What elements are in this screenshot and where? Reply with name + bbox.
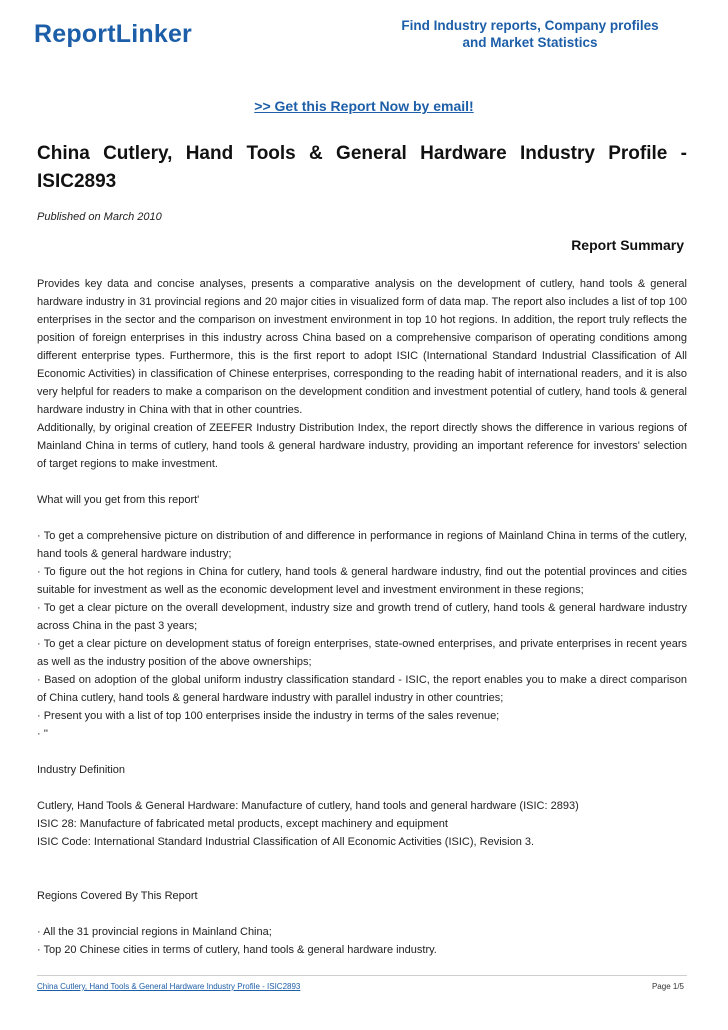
page-number: Page 1/5	[651, 982, 684, 991]
tagline-line-2: and Market Statistics	[462, 35, 598, 50]
report-body	[37, 275, 687, 959]
definition-line: ISIC 28: Manufacture of fabricated metal products, except machinery and equipment	[37, 818, 448, 830]
header-tagline	[380, 17, 680, 51]
industry-definition-heading: Industry Definition	[37, 764, 126, 776]
footer-divider	[37, 975, 687, 976]
what-you-get-heading: What will you get from this report'	[37, 494, 200, 506]
intro-paragraph-1: Provides key data and concise analyses, presents a comparative analysis on the development of cutlery, hand tools & general hardware industry in 31 provincial regions and 20 major cities in visualized form of data map. The report also includes a list of top 100 enterprises in the sector and the comparison on investment environment in top 10 hot regions. In addition, the report truly reflects the position of foreign enterprises in this industry across China based on a comprehensive comparison of operating conditions among different enterprise types. Furthermore, this is the first report to adopt ISIC (International Standard Industrial Classification of All Economic Activities) in classification of Chinese enterprises, corresponding to the reading habit of international readers, and it is also very helpful for readers to make a comparison on the development condition and investment potential of cutlery, hand tools & general hardware industry in China with that in other countries.	[37, 278, 687, 416]
definition-line: Cutlery, Hand Tools & General Hardware: Manufacture of cutlery, hand tools and general hardware (ISIC: 2893)	[37, 800, 579, 812]
region-bullet: · Top 20 Chinese cities in terms of cutlery, hand tools & general hardware industry.	[37, 944, 437, 956]
get-report-email-link[interactable]: >> Get this Report Now by email!	[254, 98, 474, 114]
bullet-item: · Based on adoption of the global uniform industry classification standard - ISIC, the report enables you to make a direct comparison of China cutlery, hand tools & general hardware industry with parallel industry in other countries;	[37, 674, 687, 704]
bullet-item: · To get a comprehensive picture on distribution of and difference in performance in regions of Mainland China in terms of the cutlery, hand tools & general hardware industry;	[37, 530, 687, 560]
bullet-item: · To figure out the hot regions in China for cutlery, hand tools & general hardware industry, find out the potential provinces and cities suitable for investment as well as the economic development level and investment environment in these regions;	[37, 566, 687, 596]
bullet-item: · ''	[37, 728, 48, 740]
bullet-item: · To get a clear picture on development status of foreign enterprises, state-owned enterprises, and private enterprises in recent years as well as the industry position of the above ownerships;	[37, 638, 687, 668]
regions-covered-heading: Regions Covered By This Report	[37, 890, 198, 902]
bullet-item: · To get a clear picture on the overall development, industry size and growth trend of cutlery, hand tools & general hardware industry across China in the past 3 years;	[37, 602, 687, 632]
report-summary-heading: Report Summary	[571, 237, 684, 253]
tagline-line-1: Find Industry reports, Company profiles	[401, 18, 659, 33]
definition-line: ISIC Code: International Standard Industrial Classification of All Economic Activities (ISIC), Revision 3.	[37, 836, 535, 848]
bullet-item: · Present you with a list of top 100 enterprises inside the industry in terms of the sales revenue;	[37, 710, 500, 722]
published-date: Published on March 2010	[37, 211, 162, 223]
report-title: China Cutlery, Hand Tools & General Hardware Industry Profile - ISIC2893	[37, 143, 687, 192]
reportlinker-logo[interactable]: ReportLinker	[34, 20, 192, 48]
region-bullet: · All the 31 provincial regions in Mainland China;	[37, 926, 272, 938]
intro-paragraph-2: Additionally, by original creation of ZEEFER Industry Distribution Index, the report directly shows the difference in various regions of Mainland China in terms of cutlery, hand tools & general hardware industry, providing an important reference for investors' selection of target regions to make investment.	[37, 422, 687, 470]
footer-report-link[interactable]: China Cutlery, Hand Tools & General Hardware Industry Profile - ISIC2893	[37, 982, 301, 991]
